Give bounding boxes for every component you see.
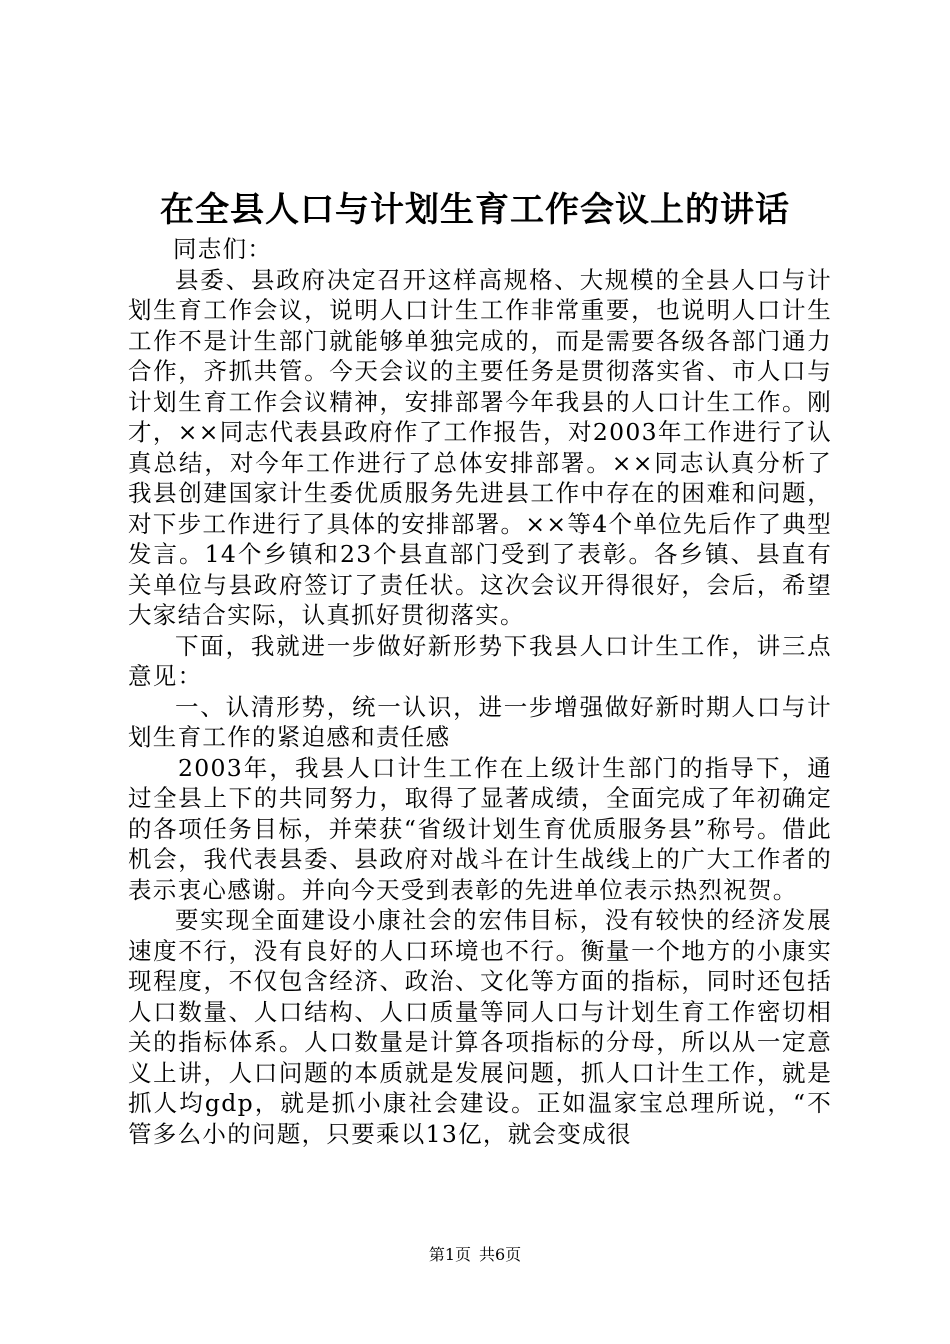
page-total: 共6页	[479, 1245, 522, 1264]
paragraph-2003-achievements: 2003年，我县人口计生工作在上级计生部门的指导下，通过全县上下的共同努力，取得了显著成绩，全面完成了年初确定的各项任务目标，并荣获“省级计划生育优质服务县”称号。借此机会，我代表县委、县政府对战斗在计生战线上的广大工作者的表示衷心感谢。并向今天受到表彰的先进单位表示热烈祝贺。	[128, 753, 832, 904]
page-footer	[0, 1244, 950, 1266]
greeting: 同志们：	[173, 235, 273, 263]
paragraph-intro-points: 下面，我就进一步做好新形势下我县人口计生工作，讲三点意见：	[128, 631, 832, 690]
document-body	[128, 234, 832, 1149]
section-heading-1: 一、认清形势，统一认识，进一步增强做好新时期人口与计划生育工作的紧迫感和责任感	[128, 692, 832, 751]
page-title: 在全县人口与计划生育工作会议上的讲话	[160, 190, 790, 230]
paragraph-opening: 县委、县政府决定召开这样高规格、大规模的全县人口与计划生育工作会议，说明人口计生工作非常重要，也说明人口计生工作不是计生部门就能够单独完成的，而是需要各级各部门通力合作，齐抓共管。今天会议的主要任务是贯彻落实省、市人口与计划生育工作会议精神，安排部署今年我县的人口计生工作。刚才，××同志代表县政府作了工作报告，对2003年工作进行了认真总结，对今年工作进行了总体安排部署。××同志认真分析了我县创建国家计生委优质服务先进县工作中存在的困难和问题，对下步工作进行了具体的安排部署。××等4个单位先后作了典型发言。14个乡镇和23个县直部门受到了表彰。各乡镇、县直有关单位与县政府签订了责任状。这次会议开得很好，会后，希望大家结合实际，认真抓好贯彻落实。	[128, 265, 832, 629]
paragraph-xiaokang: 要实现全面建设小康社会的宏伟目标，没有较快的经济发展速度不行，没有良好的人口环境也不行。衡量一个地方的小康实现程度，不仅包含经济、政治、文化等方面的指标，同时还包括人口数量、人口结构、人口质量等同人口与计划生育工作密切相关的指标体系。人口数量是计算各项指标的分母，所以从一定意义上讲，人口问题的本质就是发展问题，抓人口计生工作，就是抓人均gdp，就是抓小康社会建设。正如温家宝总理所说，“不管多么小的问题，只要乘以13亿，就会变成很	[128, 906, 832, 1148]
page-number: 第1页	[428, 1245, 471, 1264]
